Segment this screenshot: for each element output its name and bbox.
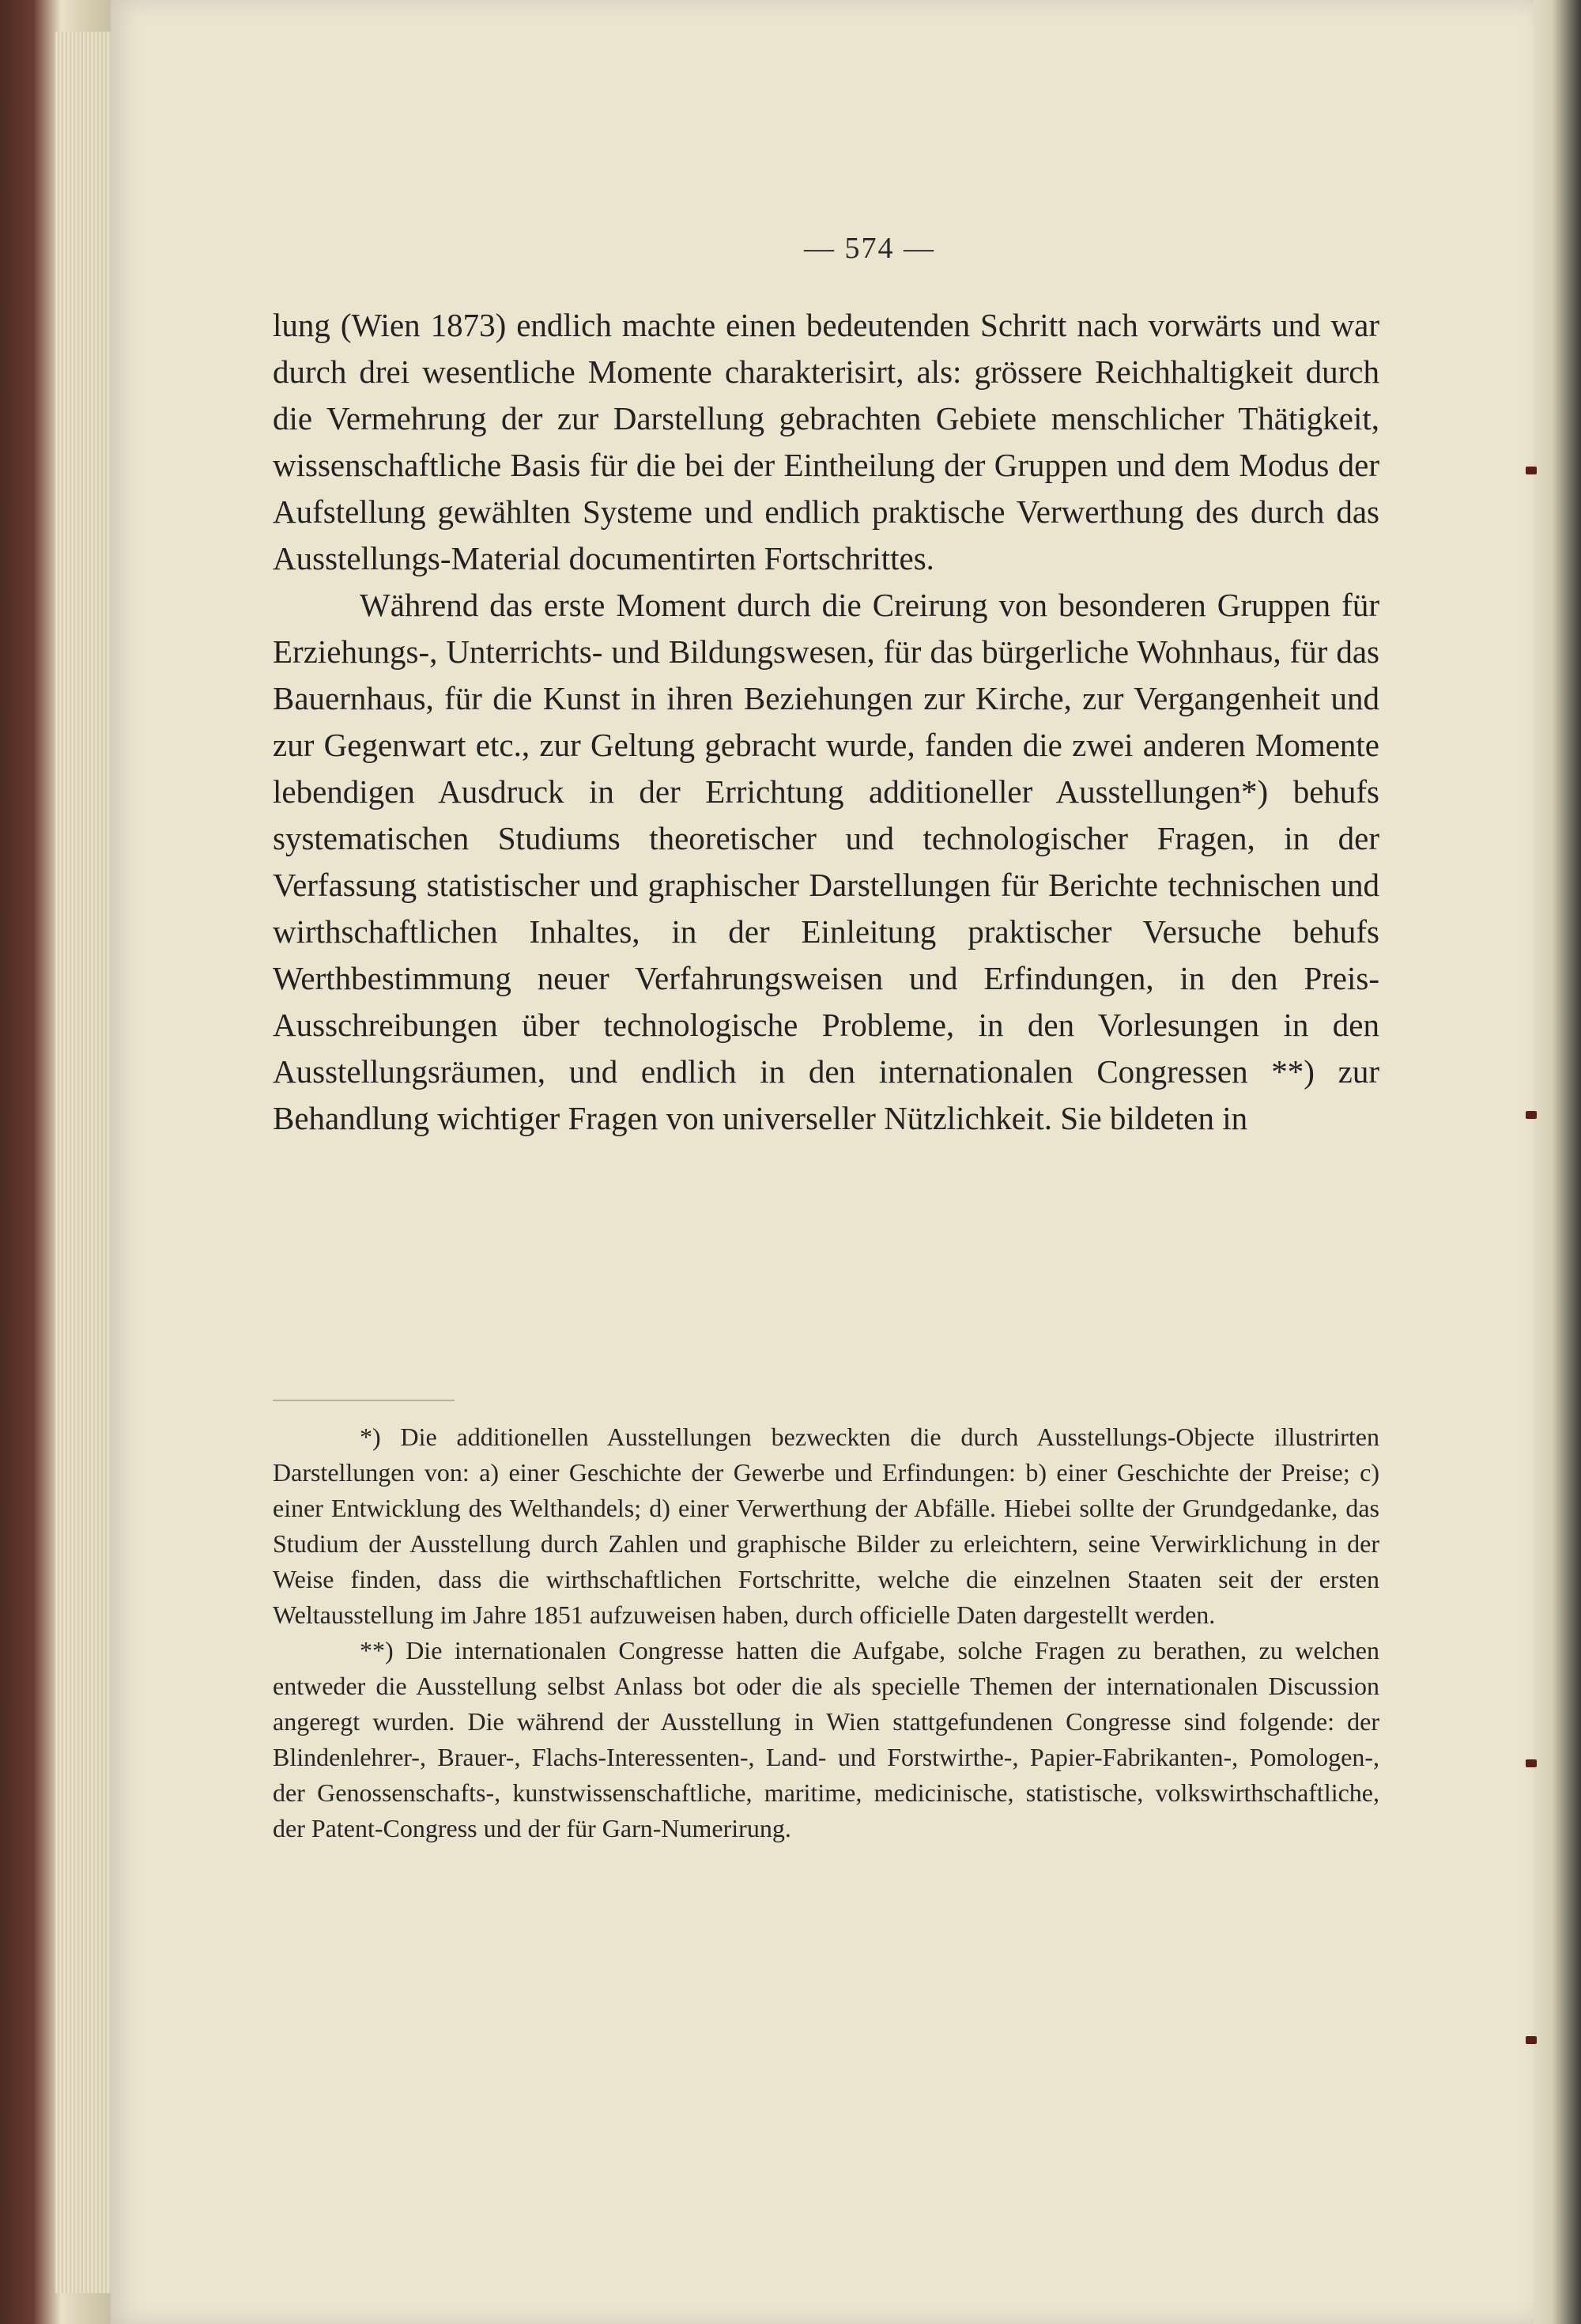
page-marker	[1526, 1111, 1537, 1119]
page-stack-edge	[55, 32, 111, 2293]
footnote: *) Die additionellen Ausstellungen bezweckten die durch Ausstellungs-Objecte illustrirten Darstellungen von: a) einer Geschichte der Gewerbe und Erfindungen: b) einer Geschichte der Preise; c) einer Entwicklung des Welthandels; d) einer Verwerthung der Abfälle. Hiebei sollte der Grundgedanke, das Studium der Ausstellung durch Zahlen und graphische Bilder zu erleichtern, seine Verwirklichung in der Weise finden, dass die wirthschaftlichen Fortschritte, welche die einzelnen Staaten seit der ersten Weltausstellung im Jahre 1851 aufzuweisen haben, durch officielle Daten dargestellt werden.	[273, 1423, 1379, 1629]
page-marker	[1526, 467, 1537, 474]
page-marker	[1526, 1759, 1537, 1767]
page-number-text: — 574 —	[804, 232, 935, 265]
footnote-rule	[273, 1400, 455, 1401]
page-marker	[1526, 2036, 1537, 2044]
main-text	[273, 302, 1379, 1142]
right-page-edge	[1534, 0, 1581, 2324]
page-number	[111, 231, 1534, 266]
footnote: **) Die internationalen Congresse hatten die Aufgabe, solche Fragen zu berathen, zu welchen entweder die Ausstellung selbst Anlass bot oder die als specielle Themen der internationalen Discussion angeregt wurden. Die während der Ausstellung in Wien stattgefundenen Congresse sind folgende: der Blindenlehrer-, Brauer-, Flachs-Interessenten-, Land- und Forstwirthe-, Papier-Fabrikanten-, Pomologen-, der Genossenschafts-, kunstwissenschaftliche, maritime, medicinische, statistische, volkswirthschaftliche, der Patent-Congress und der für Garn-Numerirung.	[273, 1636, 1379, 1842]
paragraph: Während das erste Moment durch die Creirung von besonderen Gruppen für Erziehungs-, Unterrichts- und Bildungswesen, für das bürgerliche Wohnhaus, für das Bauernhaus, für die Kunst in ihren Beziehungen zur Kirche, zur Vergangenheit und zur Gegenwart etc., zur Geltung gebracht wurde, fanden die zwei anderen Momente lebendigen Ausdruck in der Errichtung additioneller Ausstellungen*) behufs systematischen Studiums theoretischer und technologischer Fragen, in der Verfassung statistischer und graphischer Darstellungen für Berichte technischen und wirthschaftlichen Inhaltes, in der Einleitung praktischer Versuche behufs Werthbestimmung neuer Verfahrungsweisen und Erfindungen, in den Preis-Ausschreibungen über technologische Probleme, in den Vorlesungen in den Ausstellungsräumen, und endlich in den internationalen Congressen **) zur Behandlung wichtiger Fragen von universeller Nützlichkeit. Sie bildeten in	[273, 587, 1379, 1136]
paragraph: lung (Wien 1873) endlich machte einen bedeutenden Schritt nach vorwärts und war durch drei wesentliche Momente charakterisirt, als: grössere Reichhaltigkeit durch die Vermehrung der zur Darstellung gebrachten Gebiete menschlicher Thätigkeit, wissenschaftliche Basis für die bei der Eintheilung der Gruppen und dem Modus der Aufstellung gewählten Systeme und endlich praktische Verwerthung des durch das Ausstellungs-Material documentirten Fortschrittes.	[273, 307, 1379, 576]
footnotes	[273, 1419, 1379, 1846]
